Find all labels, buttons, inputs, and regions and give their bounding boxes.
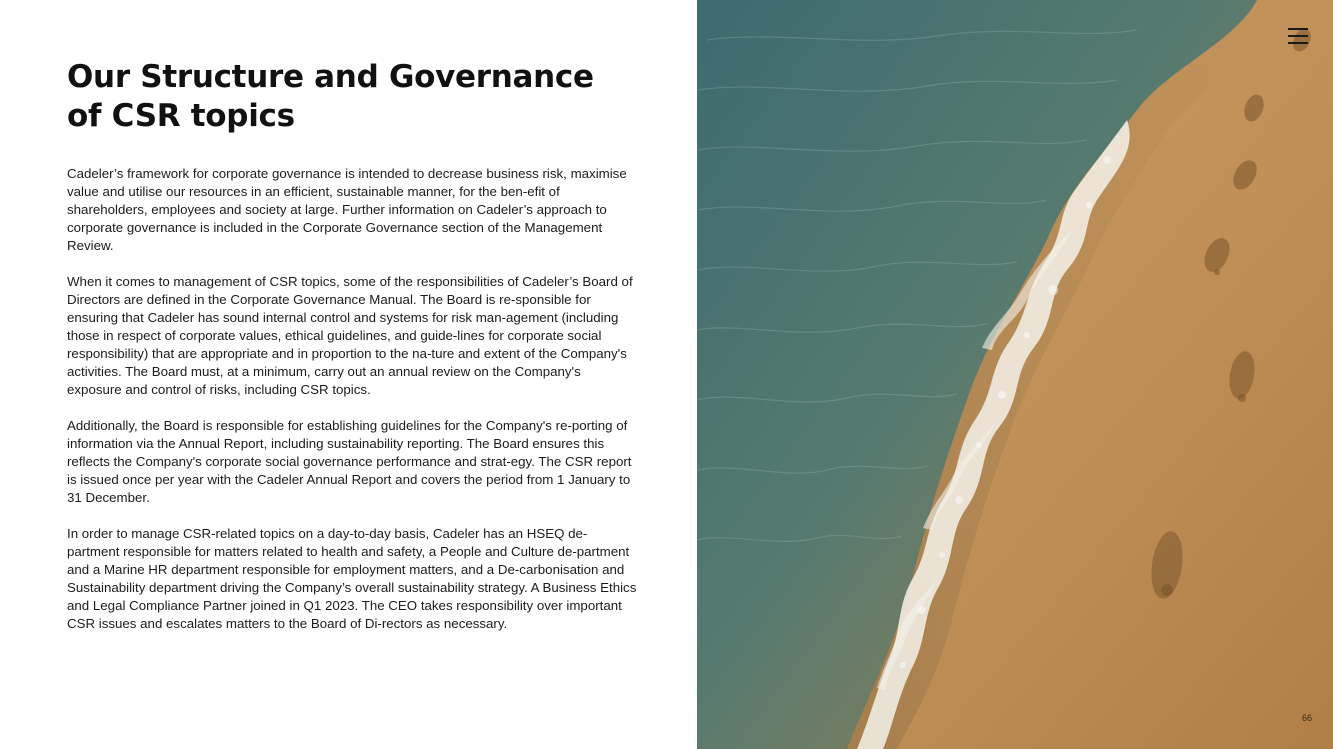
page-title: Our Structure and Governance of CSR topics — [67, 59, 594, 134]
paragraph-governance-framework: Cadeler’s framework for corporate governance is intended to decrease business risk, maximise value and utilise our resources in an efficient, sustainable manner, for the ben-efit of shareholders, employees and society at large. Further information on Cadeler’s approach to corporate governance is included in the Corporate Governance section of the Management Review. — [67, 166, 627, 253]
page-number: 66 — [1301, 713, 1312, 723]
paragraph-board-responsibilities: When it comes to management of CSR topics, some of the responsibilities of Cadeler’s Board of Directors are defined in the Corporate Governance Manual. The Board is re-sponsible for ensuring that Cadeler has sound internal control and systems for risk man-agement (including those in respect of corporate values, ethical guidelines, and guide-lines for corporate social responsibility) that are appropriate and in proportion to the na-ture and extent of the Company's activities. The Board must, at a minimum, carry out an annual review on the Company's exposure and control of risks, including CSR topics. — [67, 274, 633, 397]
paragraph-day-to-day-management: In order to manage CSR-related topics on a day-to-day basis, Cadeler has an HSEQ de-partment responsible for matters related to health and safety, a People and Culture de-partment and a Marine HR department responsible for employment matters, and a De-carbonisation and Sustainability department driving the Company’s overall sustainability strategy. A Business Ethics and Legal Compliance Partner joined in Q1 2023. The CEO takes responsibility over important CSR issues and escalates matters to the Board of Di-rectors as necessary. — [67, 526, 637, 631]
body-text — [67, 165, 639, 651]
paragraph-reporting-guidelines: Additionally, the Board is responsible for establishing guidelines for the Company's re-porting of information via the Annual Report, including sustainability reporting. The Board ensures this reflects the Company's corporate social governance performance and strat-egy. The CSR report is issued once per year with the Cadeler Annual Report and covers the period from 1 January to 31 December. — [67, 418, 632, 505]
beach-shoreline-photo-image — [697, 0, 1333, 749]
beach-photo — [697, 0, 1333, 749]
menu-button[interactable] — [1288, 26, 1308, 46]
hamburger-menu-icon — [1288, 27, 1308, 45]
